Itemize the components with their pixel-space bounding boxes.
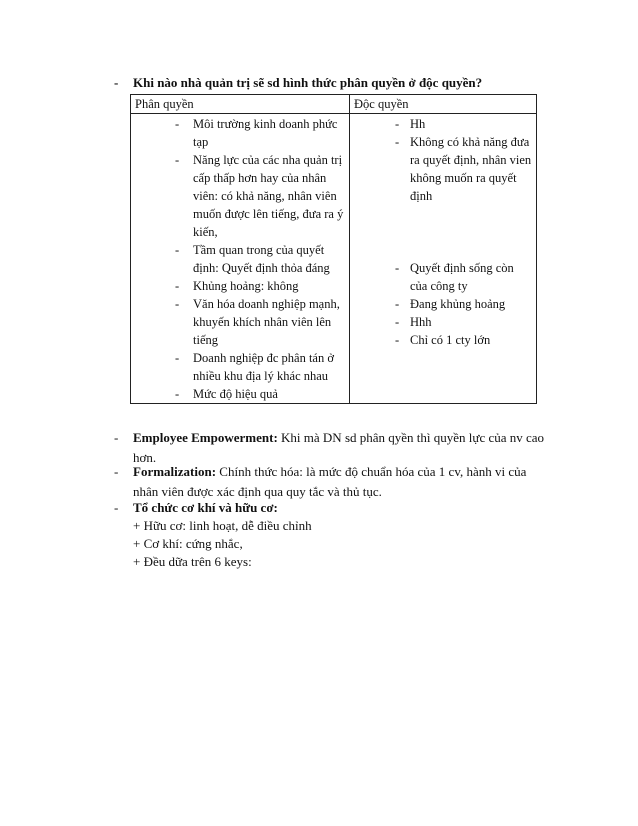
org-structure-item bbox=[114, 498, 554, 518]
spacer bbox=[354, 205, 532, 259]
formalization-text: Chính thức hóa: là mức độ chuẩn hóa của 1 cv, hành vi của nhân viên được xác định qua quy tắc và thủ tục. bbox=[133, 464, 527, 499]
org-line-organic: + Hữu cơ: linh hoạt, dễ điều chỉnh bbox=[133, 518, 312, 533]
list-item: - Doanh nghiệp đc phân tán ở nhiều khu địa lý khác nhau bbox=[175, 351, 334, 383]
decentralization-cell bbox=[131, 114, 350, 404]
header-decentralization: Phân quyền bbox=[131, 95, 350, 114]
empowerment-term: Employee Empowerment: bbox=[133, 430, 278, 445]
list-item: - Văn hóa doanh nghiệp mạnh, khuyến khích nhân viên lên tiếng bbox=[175, 297, 340, 347]
comparison-table bbox=[130, 94, 537, 404]
org-line-mechanistic: + Cơ khí: cứng nhắc, bbox=[133, 536, 243, 551]
list-item: - Hhh bbox=[395, 315, 432, 329]
table-row bbox=[131, 114, 537, 404]
header-centralization: Độc quyền bbox=[350, 95, 537, 114]
formalization-term: Formalization: bbox=[133, 464, 217, 479]
list-item: - Quyết định sống còn của công ty bbox=[395, 261, 514, 293]
list-item: - Năng lực của các nha quản trị cấp thấp hơn hay của nhân viên: có khả năng, nhân viên muốn được lên tiếng, đưa ra ý kiến, bbox=[175, 153, 344, 239]
bullet-dash: - bbox=[114, 500, 119, 515]
formalization-item bbox=[114, 462, 554, 502]
list-item: - Không có khả năng đưa ra quyết định, nhân vien không muốn ra quyết định bbox=[395, 135, 532, 203]
question-heading bbox=[114, 73, 554, 93]
bullet-dash: - bbox=[114, 75, 119, 90]
list-item: - Đang khủng hoảng bbox=[395, 297, 506, 311]
list-item: - Chỉ có 1 cty lớn bbox=[395, 333, 491, 347]
list-item: - Khủng hoảng: không bbox=[175, 279, 299, 293]
table-header-row bbox=[131, 95, 537, 114]
empowerment-text: Khi mà DN sd phân qyền thì quyền lực của nv cao hơn. bbox=[133, 430, 545, 465]
list-item: - Tầm quan trong của quyết định: Quyết định thỏa đáng bbox=[175, 243, 330, 275]
list-item: - Hh bbox=[395, 117, 426, 131]
bullet-dash: - bbox=[114, 430, 119, 445]
org-line-keys: + Đều dữa trên 6 keys: bbox=[133, 554, 252, 569]
centralization-cell bbox=[350, 114, 537, 404]
list-item: - Mức độ hiệu quả bbox=[175, 387, 278, 401]
org-structure-term: Tổ chức cơ khí và hữu cơ: bbox=[133, 500, 278, 515]
bullet-dash: - bbox=[114, 464, 119, 479]
list-item: - Môi trường kinh doanh phức tạp bbox=[175, 117, 338, 149]
question-text: Khi nào nhà quản trị sẽ sd hình thức phân quyền ở độc quyền? bbox=[133, 75, 483, 90]
